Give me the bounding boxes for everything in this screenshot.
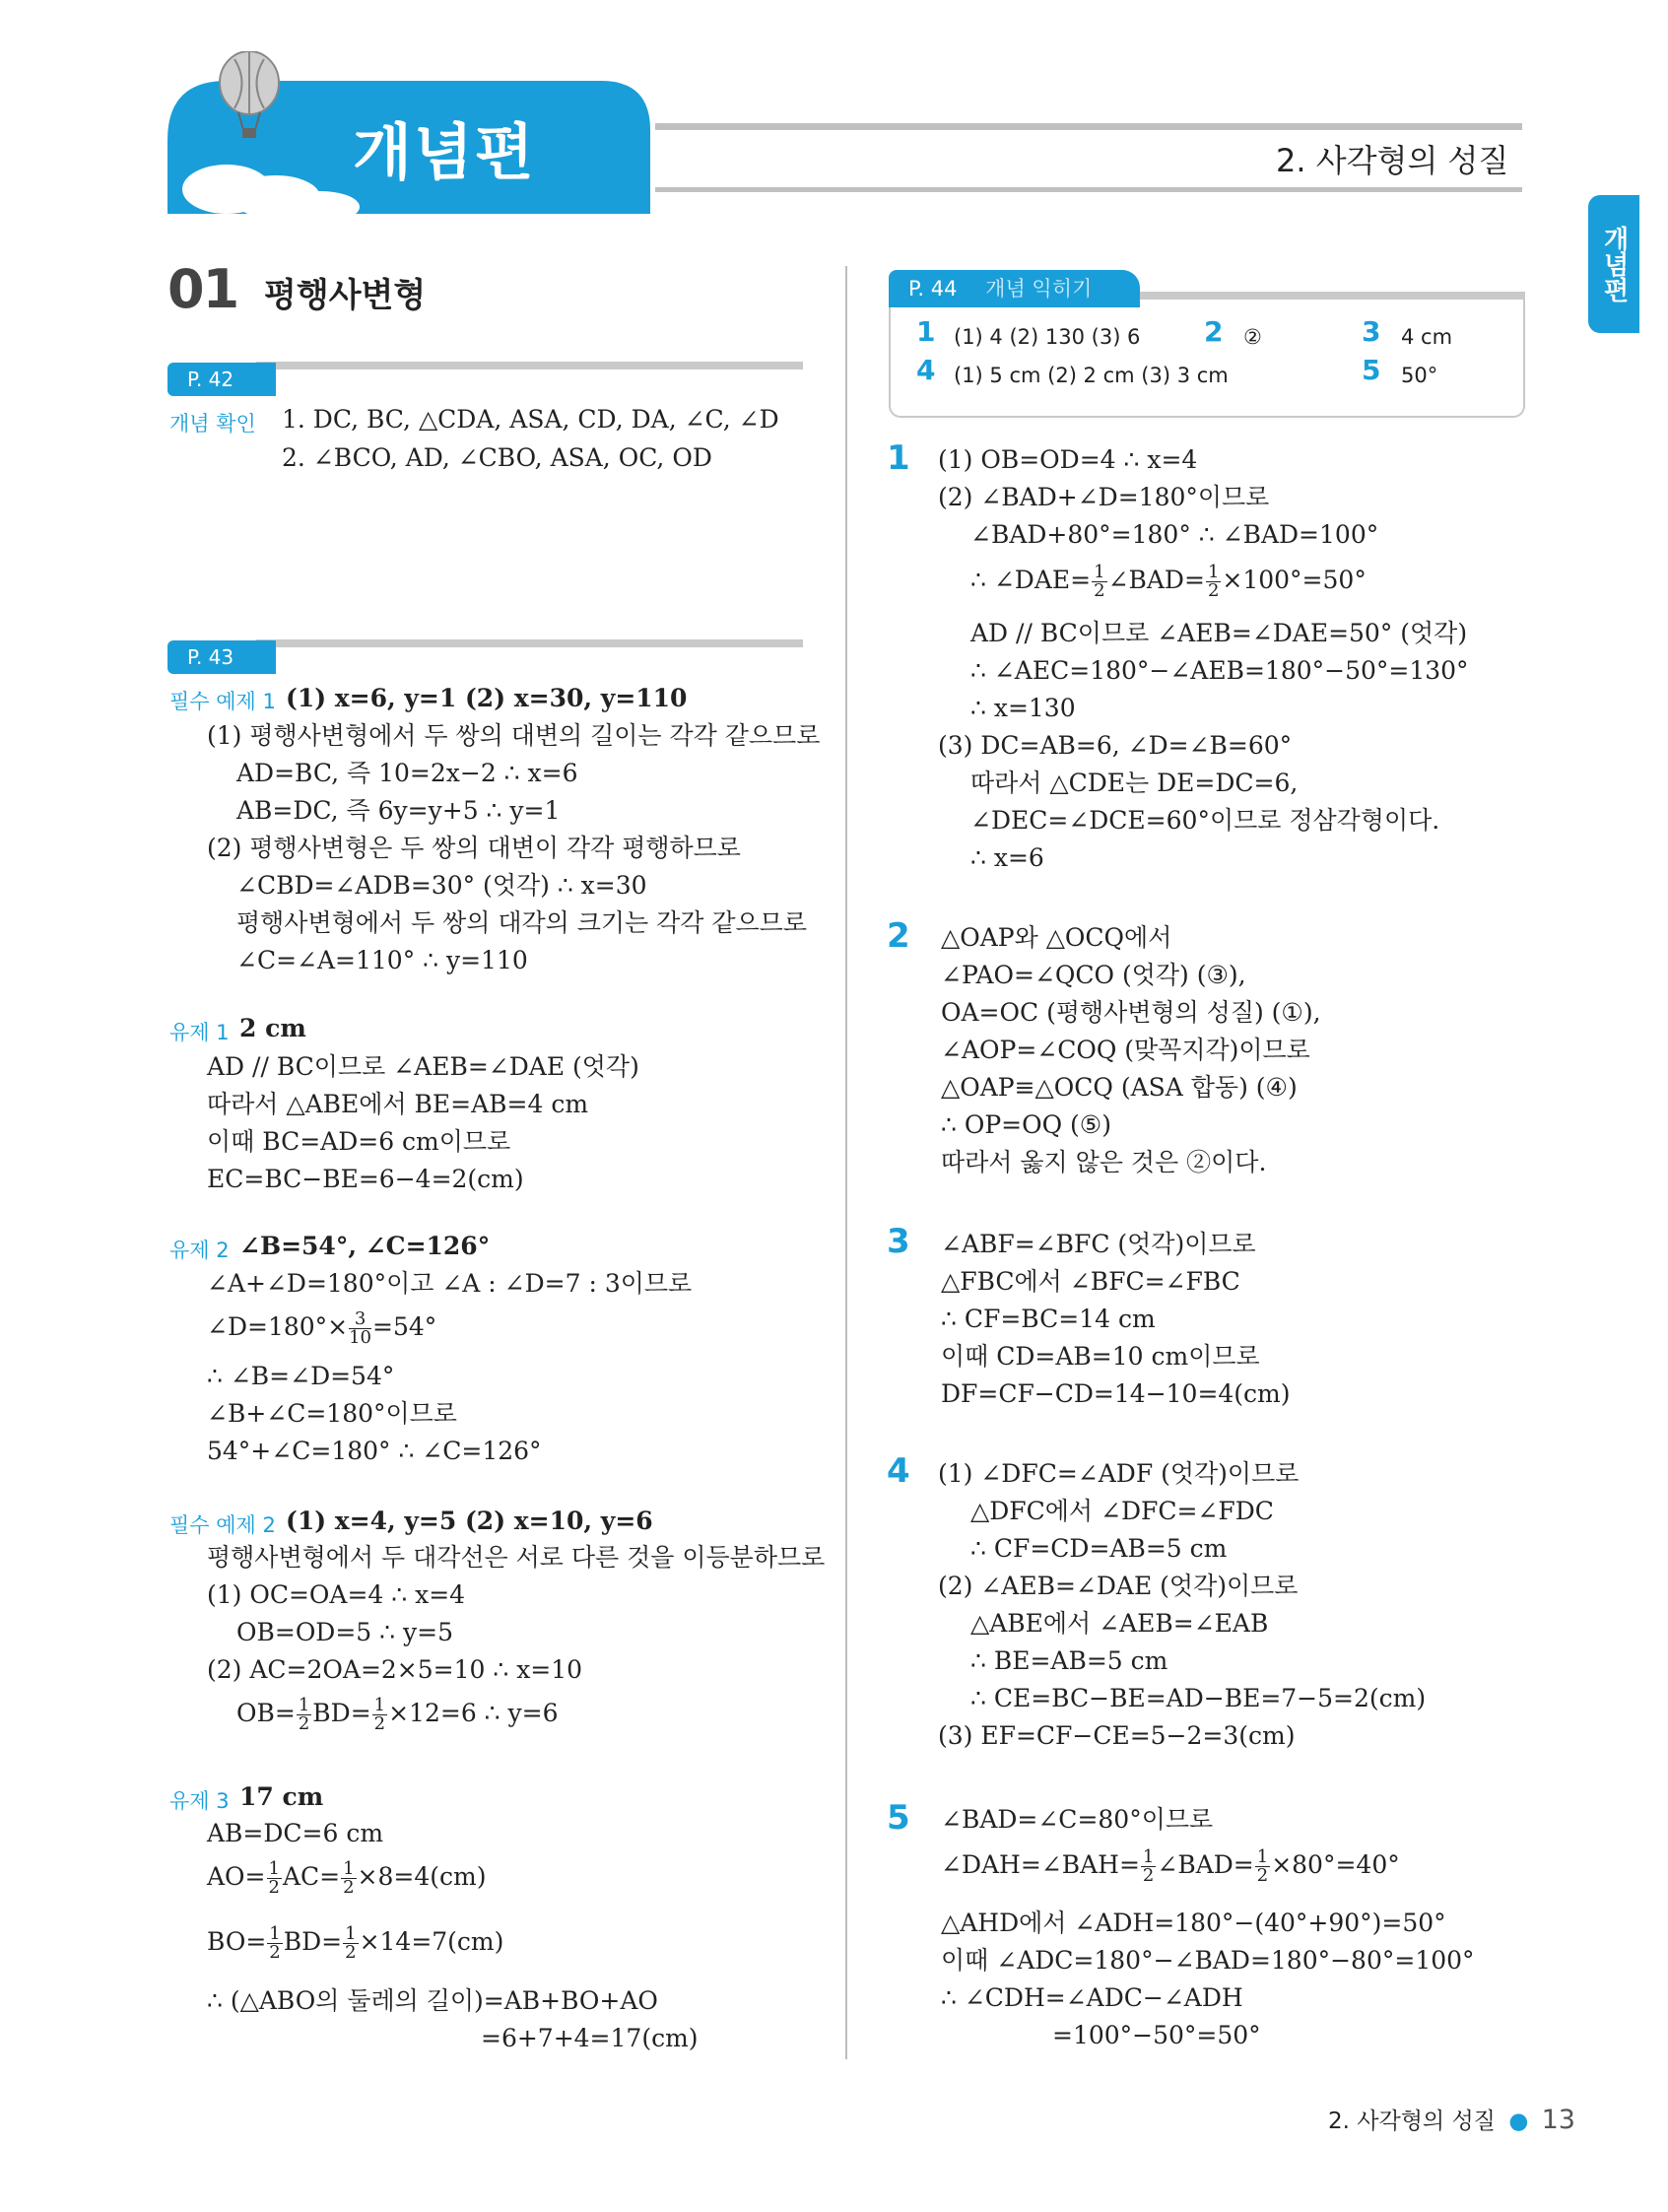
balloon-icon: [215, 51, 284, 146]
denominator: 2: [1094, 580, 1105, 601]
section-title: 평행사변형: [264, 276, 427, 315]
u2-text: ∠D=180°×: [207, 1312, 349, 1341]
denominator: 2: [1207, 580, 1220, 601]
s3-line: DF=CF−CD=14−10=4(cm): [941, 1379, 1291, 1408]
header-rule-top: [655, 123, 1522, 130]
u3-text: AC=: [282, 1862, 341, 1891]
fraction: [1255, 1848, 1270, 1885]
s4-line: △ABE에서 ∠AEB=∠EAB: [970, 1609, 1269, 1638]
u1-answer: 2 cm: [239, 1014, 306, 1042]
category-title: 개념편: [353, 116, 536, 188]
column-divider: [845, 266, 847, 2059]
s1-line: AD // BC이므로 ∠AEB=∠DAE=50° (엇각): [970, 619, 1468, 647]
numerator: 1: [345, 1923, 357, 1944]
s1-line-frac: [970, 564, 1367, 600]
u1-line: EC=BC−BE=6−4=2(cm): [207, 1165, 524, 1193]
s3-line: △FBC에서 ∠BFC=∠FBC: [941, 1267, 1240, 1296]
ex2-line-frac: [236, 1697, 559, 1733]
u1-line: 이때 BC=AD=6 cm이므로: [207, 1127, 511, 1156]
numerator: 1: [373, 1695, 386, 1715]
ex1-answer: (1) x=6, y=1 (2) x=30, y=110: [286, 684, 688, 712]
s5-text: ×80°=40°: [1271, 1850, 1400, 1879]
s5-line: ∴ ∠CDH=∠ADC−∠ADH: [941, 1983, 1243, 2012]
p42-label: 개념 확인: [169, 412, 256, 436]
s1-line: (3) DC=AB=6, ∠D=∠B=60°: [938, 731, 1293, 760]
ex2-answer: (1) x=4, y=5 (2) x=10, y=6: [286, 1507, 653, 1535]
numerator: 1: [298, 1695, 310, 1715]
u3-text: ×8=4(cm): [357, 1862, 487, 1891]
ex2-line: OB=OD=5 ∴ y=5: [236, 1618, 453, 1646]
numerator: 1: [1094, 562, 1105, 582]
header-rule-bottom: [655, 187, 1522, 192]
page-number: 13: [1541, 2105, 1575, 2135]
fraction: [372, 1697, 387, 1733]
ex1-line: (1) 평행사변형에서 두 쌍의 대변의 길이는 각각 같으므로: [207, 721, 821, 750]
denominator: 2: [1256, 1865, 1269, 1886]
numerator: 1: [268, 1858, 280, 1879]
footer-chapter: 2. 사각형의 성질: [1328, 2109, 1496, 2134]
ex1-line: ∠C=∠A=110° ∴ y=110: [236, 946, 528, 974]
denominator: 2: [345, 1942, 357, 1963]
s4-line: (1) ∠DFC=∠ADF (엇각)이므로: [938, 1459, 1300, 1488]
numerator: 3: [349, 1310, 371, 1329]
s1-line: ∴ ∠AEC=180°−∠AEB=180°−50°=130°: [970, 656, 1469, 685]
s2-line: ∴ OP=OQ (⑤): [941, 1110, 1111, 1139]
p44-ans: 50°: [1401, 364, 1438, 387]
solution-number: 1: [887, 438, 910, 478]
s2-line: OA=OC (평행사변형의 성질) (①),: [941, 998, 1321, 1027]
denominator: 10: [349, 1327, 372, 1348]
ex2-line: (1) OC=OA=4 ∴ x=4: [207, 1580, 466, 1609]
p44-ans: (1) 5 cm (2) 2 cm (3) 3 cm: [954, 364, 1229, 387]
s3-line: ∠ABF=∠BFC (엇각)이므로: [941, 1230, 1256, 1258]
u3-answer: 17 cm: [239, 1782, 324, 1811]
p44-num: 1: [916, 315, 936, 348]
s5-line-frac: [941, 1848, 1400, 1885]
ex1-line: AB=DC, 즉 6y=y+5 ∴ y=1: [236, 796, 561, 825]
fraction: [1141, 1848, 1156, 1885]
p44-num: 4: [916, 354, 936, 386]
footer-dot: ●: [1508, 2109, 1529, 2134]
s1-text: ×100°=50°: [1222, 566, 1367, 594]
u3-label: 유제 3: [169, 1789, 230, 1813]
fraction: [267, 1860, 282, 1897]
s5-text: ∠DAH=∠BAH=: [941, 1850, 1140, 1879]
fraction: [297, 1697, 311, 1733]
u3-line-frac: [207, 1860, 486, 1897]
p44-ans: (1) 4 (2) 130 (3) 6: [954, 325, 1141, 349]
u3-text: AO=: [207, 1862, 266, 1891]
p44-num: 2: [1204, 315, 1224, 348]
denominator: 2: [298, 1713, 310, 1734]
p44-tag-title: 개념 익히기: [985, 277, 1093, 301]
s4-line: (2) ∠AEB=∠DAE (엇각)이므로: [938, 1572, 1299, 1600]
p44-ans: ②: [1243, 325, 1262, 349]
p42-rule: [256, 362, 803, 369]
s5-line: 이때 ∠ADC=180°−∠BAD=180°−80°=100°: [941, 1946, 1475, 1975]
p44-num: 3: [1362, 315, 1381, 348]
denominator: 2: [269, 1942, 281, 1963]
denominator: 2: [373, 1713, 386, 1734]
s4-line: ∴ CE=BC−BE=AD−BE=7−5=2(cm): [970, 1684, 1427, 1712]
u2-label: 유제 2: [169, 1239, 230, 1262]
ex2-line: (2) AC=2OA=2×5=10 ∴ x=10: [207, 1655, 583, 1684]
u1-line: 따라서 △ABE에서 BE=AB=4 cm: [207, 1090, 589, 1118]
fraction: [267, 1925, 282, 1962]
ex1-line: (2) 평행사변형은 두 쌍의 대변이 각각 평행하므로: [207, 834, 741, 862]
s2-line: △OAP와 △OCQ에서: [941, 923, 1172, 952]
numerator: 1: [1207, 562, 1220, 582]
p42-tag: P. 42: [167, 363, 276, 396]
s5-line: ∠BAD=∠C=80°이므로: [941, 1805, 1214, 1834]
ex2-text: ×12=6 ∴ y=6: [388, 1699, 559, 1727]
u2-line: 54°+∠C=180° ∴ ∠C=126°: [207, 1437, 542, 1465]
solution-number: 4: [887, 1451, 910, 1491]
s3-line: 이때 CD=AB=10 cm이므로: [941, 1342, 1260, 1371]
solution-number: 2: [887, 916, 910, 956]
s2-line: ∠AOP=∠COQ (맞꼭지각)이므로: [941, 1036, 1310, 1064]
p43-rule: [256, 639, 803, 647]
s4-line: (3) EF=CF−CE=5−2=3(cm): [938, 1721, 1296, 1750]
solution-number: 3: [887, 1222, 910, 1261]
s1-line: ∠DEC=∠DCE=60°이므로 정삼각형이다.: [970, 806, 1440, 835]
s4-line: △DFC에서 ∠DFC=∠FDC: [970, 1497, 1274, 1525]
footer: [1328, 2103, 1575, 2135]
s5-text: ∠BAD=: [1157, 1850, 1254, 1879]
s4-line: ∴ BE=AB=5 cm: [970, 1646, 1168, 1675]
s1-line: 따라서 △CDE는 DE=DC=6,: [970, 769, 1299, 797]
fraction: [341, 1860, 356, 1897]
s1-text: ∴ ∠DAE=: [970, 566, 1092, 594]
u3-text: BO=: [207, 1927, 267, 1956]
u2-text: =54°: [372, 1312, 437, 1341]
u2-line: ∠A+∠D=180°이고 ∠A : ∠D=7 : 3이므로: [207, 1269, 693, 1298]
s5-line: =100°−50°=50°: [1052, 2021, 1261, 2049]
u3-line: AB=DC=6 cm: [207, 1819, 384, 1847]
u3-line: =6+7+4=17(cm): [481, 2024, 699, 2052]
numerator: 1: [1256, 1846, 1269, 1867]
u1-label: 유제 1: [169, 1021, 230, 1044]
p42-line1: 1. DC, BC, △CDA, ASA, CD, DA, ∠C, ∠D: [282, 405, 779, 434]
numerator: 1: [269, 1923, 281, 1944]
s1-line: ∴ x=6: [970, 843, 1044, 872]
fraction: [349, 1310, 371, 1347]
p44-ans: 4 cm: [1401, 325, 1453, 349]
s1-line: (2) ∠BAD+∠D=180°이므로: [938, 483, 1270, 511]
u3-text: ×14=7(cm): [359, 1927, 504, 1956]
u3-line: ∴ (△ABO의 둘레의 길이)=AB+BO+AO: [207, 1986, 658, 2015]
fraction: [343, 1925, 358, 1962]
ex1-line: ∠CBD=∠ADB=30° (엇각) ∴ x=30: [236, 871, 647, 900]
p43-tag: P. 43: [167, 640, 276, 674]
s2-line: 따라서 옳지 않은 것은 ②이다.: [941, 1148, 1267, 1176]
fraction: [1092, 564, 1106, 600]
numerator: 1: [343, 1858, 355, 1879]
fraction: [1206, 564, 1221, 600]
s1-line: ∴ x=130: [970, 694, 1076, 722]
denominator: 2: [1142, 1865, 1155, 1886]
section-number: 01: [167, 258, 238, 320]
u2-line: ∠B+∠C=180°이므로: [207, 1399, 457, 1428]
ex1-line: AD=BC, 즉 10=2x−2 ∴ x=6: [236, 759, 578, 787]
ex2-text: BD=: [312, 1699, 371, 1727]
p44-box: [889, 292, 1525, 418]
p44-tag-page: P. 44: [908, 277, 958, 301]
u3-text: BD=: [283, 1927, 343, 1956]
solution-number: 5: [887, 1798, 910, 1838]
ex2-label: 필수 예제 2: [169, 1513, 276, 1537]
s4-line: ∴ CF=CD=AB=5 cm: [970, 1534, 1228, 1563]
side-tab: 개념편: [1588, 195, 1639, 333]
denominator: 2: [343, 1877, 355, 1898]
s1-line: ∠BAD+80°=180° ∴ ∠BAD=100°: [970, 520, 1379, 549]
denominator: 2: [268, 1877, 280, 1898]
p42-line2: 2. ∠BCO, AD, ∠CBO, ASA, OC, OD: [282, 443, 712, 472]
ex2-text: OB=: [236, 1699, 296, 1727]
u1-line: AD // BC이므로 ∠AEB=∠DAE (엇각): [207, 1052, 639, 1081]
s3-line: ∴ CF=BC=14 cm: [941, 1305, 1156, 1333]
ex2-line: 평행사변형에서 두 대각선은 서로 다른 것을 이등분하므로: [207, 1543, 826, 1572]
s2-line: ∠PAO=∠QCO (엇각) (③),: [941, 961, 1246, 989]
s5-line: △AHD에서 ∠ADH=180°−(40°+90°)=50°: [941, 1909, 1446, 1937]
ex1-label: 필수 예제 1: [169, 690, 276, 713]
p44-num: 5: [1362, 354, 1381, 386]
u3-line-frac: [207, 1925, 503, 1962]
p44-tag: [889, 270, 1140, 307]
s1-line: (1) OB=OD=4 ∴ x=4: [938, 445, 1198, 474]
numerator: 1: [1142, 1846, 1155, 1867]
u2-line-frac: [207, 1310, 436, 1347]
u2-answer: ∠B=54°, ∠C=126°: [239, 1232, 491, 1260]
s2-line: △OAP≡△OCQ (ASA 합동) (④): [941, 1073, 1298, 1102]
ex1-line: 평행사변형에서 두 쌍의 대각의 크기는 각각 같으므로: [236, 908, 807, 937]
chapter-title: 2. 사각형의 성질: [1276, 142, 1509, 179]
u2-line: ∴ ∠B=∠D=54°: [207, 1362, 395, 1390]
s1-text: ∠BAD=: [1107, 566, 1205, 594]
